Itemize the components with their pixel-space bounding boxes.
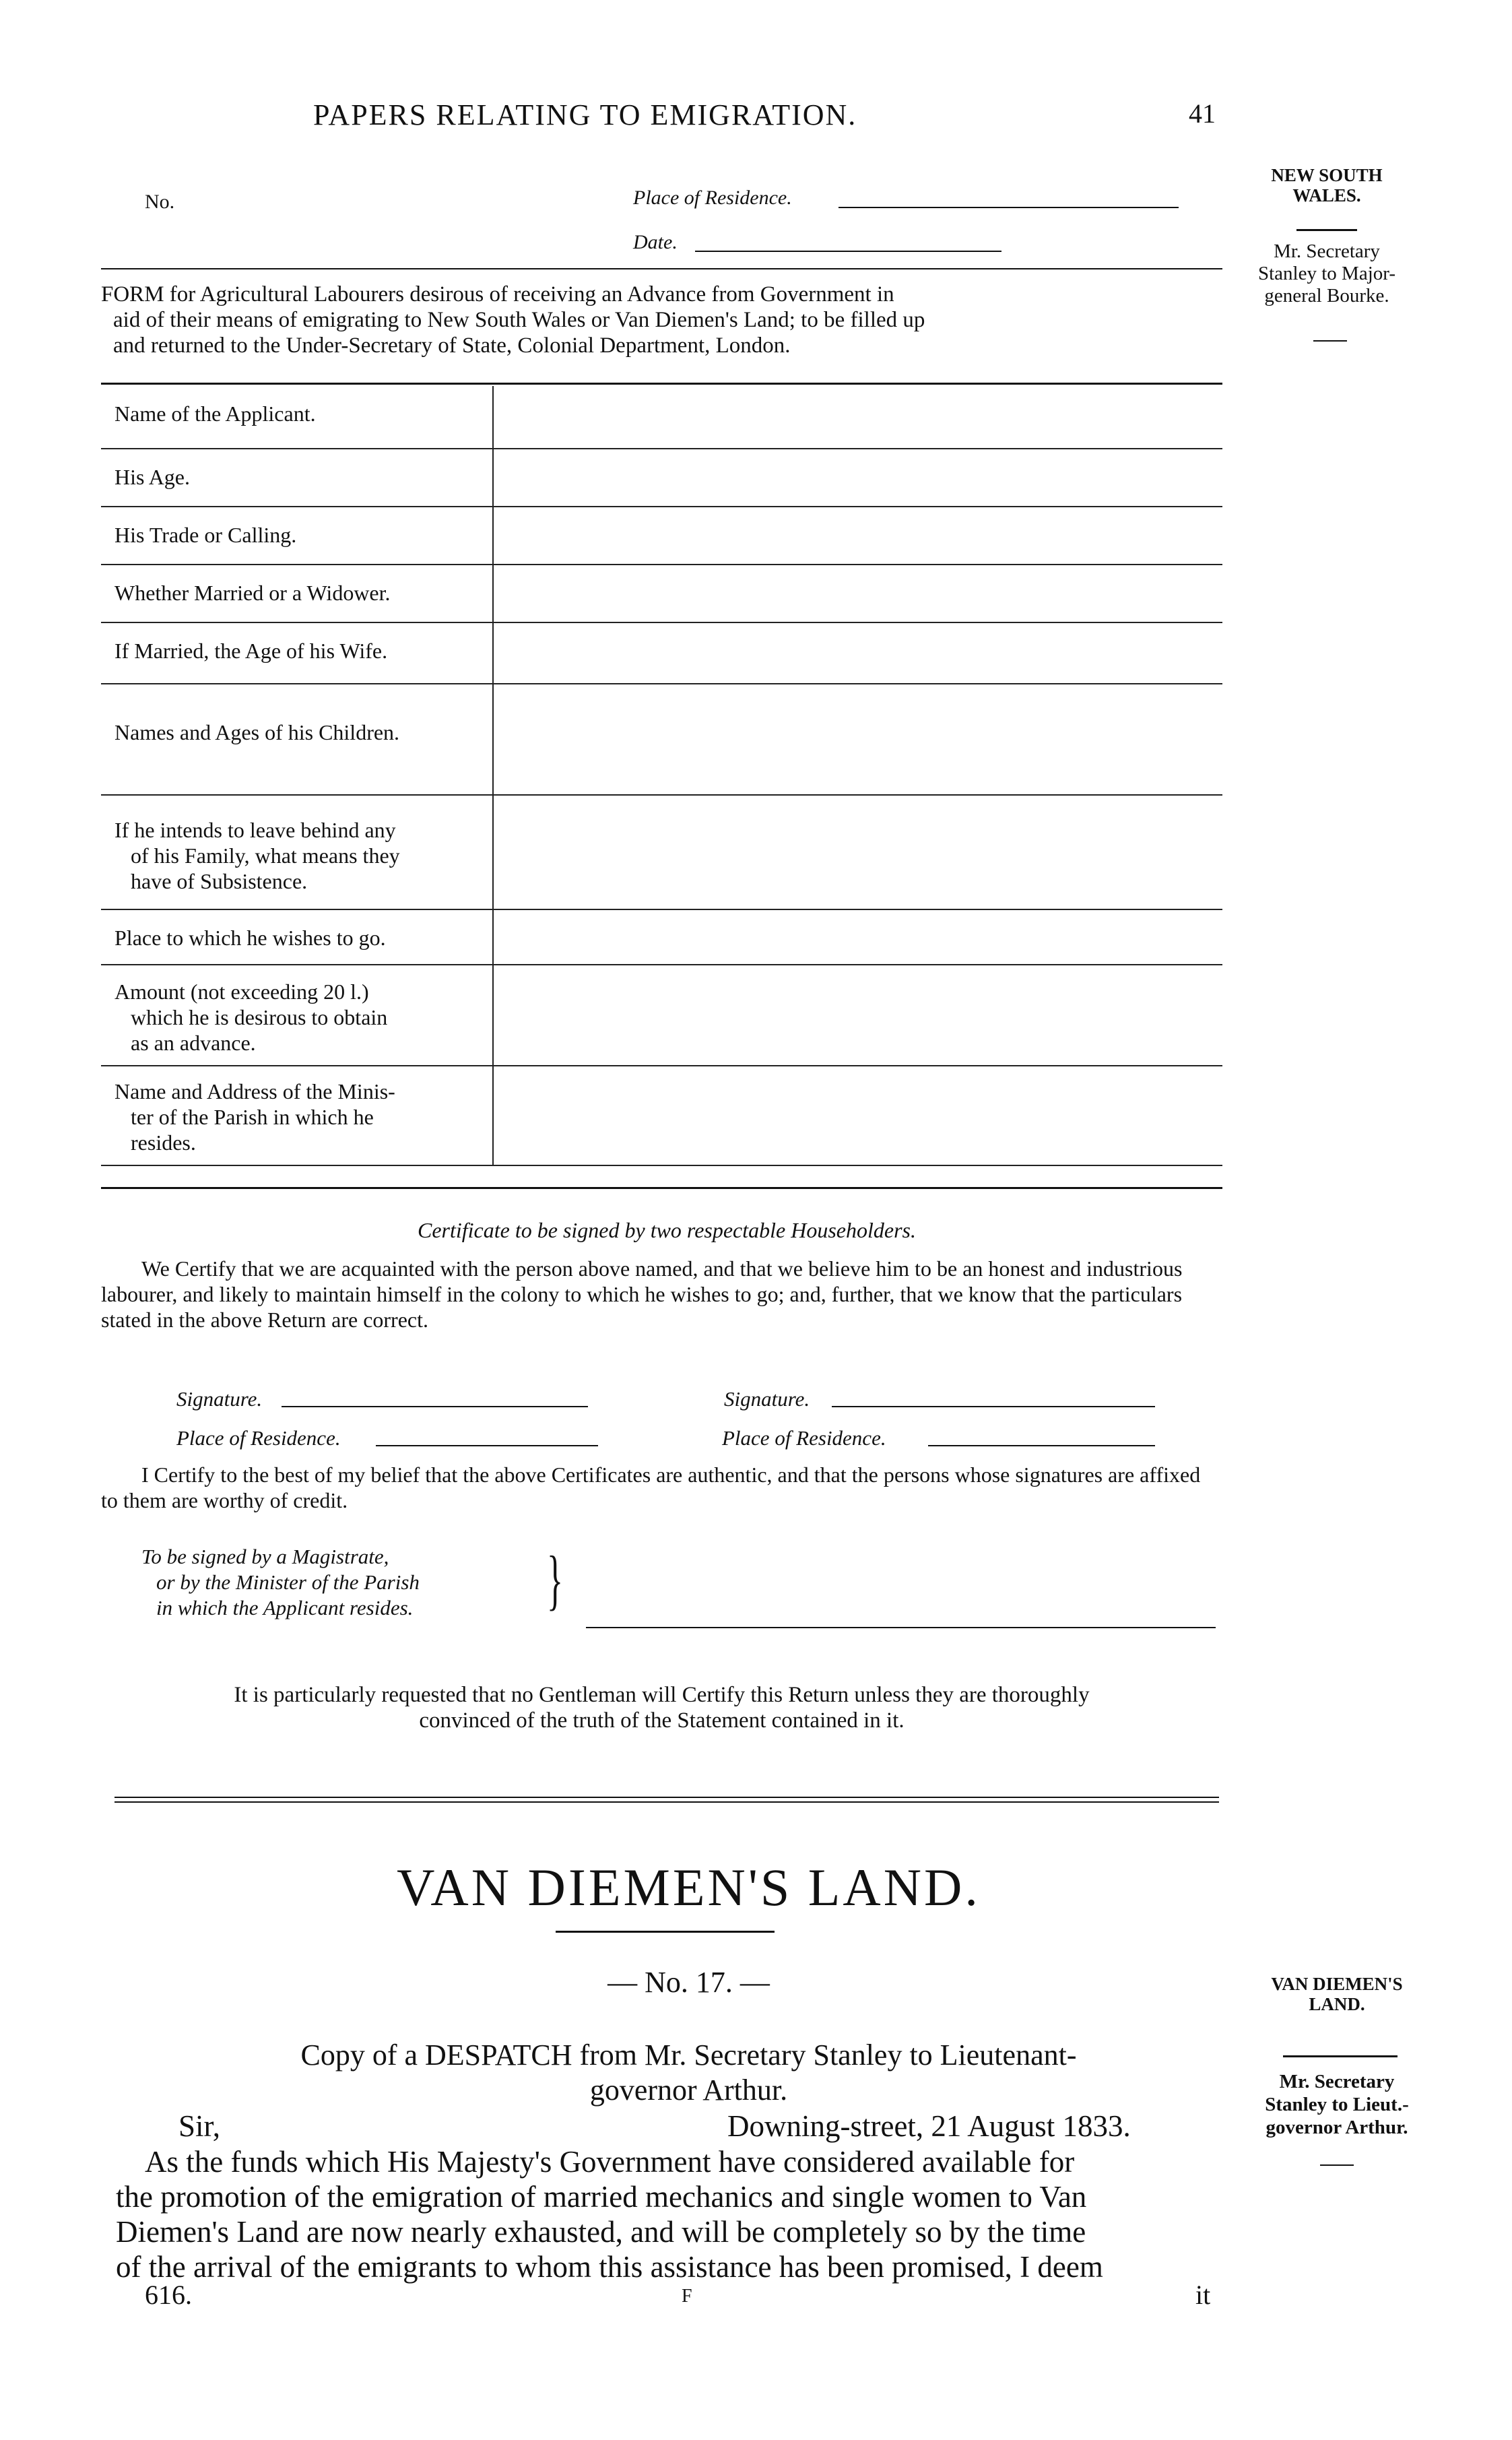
certificate-heading: Certificate to be signed by two respectable Householders. bbox=[417, 1218, 916, 1242]
margin-reference-note bbox=[1226, 240, 1428, 307]
application-form-table bbox=[101, 386, 1222, 1166]
form-field-label: Name and Address of the Minis- ter of the Parish in which he resides. bbox=[101, 1066, 493, 1165]
page-number: 41 bbox=[1189, 98, 1216, 129]
form-answer-cell[interactable] bbox=[493, 386, 1222, 449]
margin-ref-line: Stanley to Lieut.- bbox=[1265, 2094, 1409, 2115]
form-title-line: FORM for Agricultural Labourers desirous of receiving an Advance from Government in bbox=[101, 282, 894, 307]
residence-blank bbox=[839, 207, 1179, 208]
table-top-rule bbox=[101, 383, 1222, 385]
form-field-label: If he intends to leave behind any of his Family, what means they have of Subsistence. bbox=[101, 795, 493, 909]
despatch-title-line: governor Arthur. bbox=[589, 2074, 788, 2107]
signature-mark: F bbox=[682, 2286, 692, 2307]
form-title-line: and returned to the Under-Secretary of State, Colonial Department, London. bbox=[113, 333, 791, 358]
body-line: Diemen's Land are now nearly exhausted, and will be completely so by the time bbox=[116, 2215, 1086, 2249]
form-answer-cell[interactable] bbox=[493, 909, 1222, 965]
form-answer-cell[interactable] bbox=[493, 1066, 1222, 1165]
form-row bbox=[101, 909, 1222, 965]
form-title-line: aid of their means of emigrating to New South Wales or Van Diemen's Land; to be filled up bbox=[113, 308, 925, 332]
form-row bbox=[101, 684, 1222, 795]
form-row bbox=[101, 622, 1222, 684]
despatch-number: — No. 17. — bbox=[607, 1966, 770, 1999]
form-field-label: Whether Married or a Widower. bbox=[101, 565, 493, 622]
margin-region-line: LAND. bbox=[1309, 1994, 1365, 2014]
request-note-line: convinced of the truth of the Statement contained in it. bbox=[419, 1708, 905, 1733]
form-row bbox=[101, 965, 1222, 1066]
form-field-label: His Trade or Calling. bbox=[101, 507, 493, 565]
form-field-label: Name of the Applicant. bbox=[101, 386, 493, 449]
signature-label: Signature. bbox=[724, 1387, 810, 1411]
form-field-label: If Married, the Age of his Wife. bbox=[101, 622, 493, 684]
margin-region-line: VAN DIEMEN'S bbox=[1271, 1974, 1403, 1994]
margin-short-rule bbox=[1313, 340, 1347, 342]
section-rule bbox=[114, 1797, 1219, 1798]
residence-blank[interactable] bbox=[376, 1445, 598, 1446]
margin-ref-line: Stanley to Major- bbox=[1258, 263, 1395, 284]
magistrate-note bbox=[141, 1544, 420, 1621]
form-answer-cell[interactable] bbox=[493, 507, 1222, 565]
margin-divider bbox=[1296, 229, 1357, 231]
section-title: VAN DIEMEN'S LAND. bbox=[397, 1858, 981, 1917]
footer-number: 616. bbox=[145, 2280, 192, 2310]
magistrate-certificate-text: I Certify to the best of my belief that the above Certificates are authentic, and that the persons whose signatures are affixed to them are worthy of credit. bbox=[101, 1463, 1201, 1512]
form-field-label: Names and Ages of his Children. bbox=[101, 684, 493, 795]
margin-divider bbox=[1283, 2055, 1398, 2057]
form-row bbox=[101, 565, 1222, 622]
form-field-label: Place to which he wishes to go. bbox=[101, 909, 493, 965]
signature-blank[interactable] bbox=[282, 1406, 588, 1407]
residence-label: Place of Residence. bbox=[722, 1426, 886, 1450]
running-title: PAPERS RELATING TO EMIGRATION. bbox=[313, 98, 857, 131]
residence-blank[interactable] bbox=[928, 1445, 1155, 1446]
form-row bbox=[101, 386, 1222, 449]
form-title bbox=[101, 282, 1206, 358]
magistrate-signature-blank[interactable] bbox=[586, 1627, 1216, 1628]
despatch-title-line: Copy of a DESPATCH from Mr. Secretary Stanley to Lieutenant- bbox=[300, 2038, 1077, 2072]
margin-region-note bbox=[1246, 1974, 1428, 2014]
residence-label: Place of Residence. bbox=[176, 1426, 341, 1450]
section-rule bbox=[114, 1801, 1219, 1803]
form-answer-cell[interactable] bbox=[493, 795, 1222, 909]
form-row bbox=[101, 1066, 1222, 1165]
date-label: Date. bbox=[633, 231, 678, 253]
magistrate-note-line: or by the Minister of the Parish bbox=[156, 1570, 420, 1594]
margin-ref-line: Mr. Secretary bbox=[1274, 240, 1380, 262]
form-row bbox=[101, 795, 1222, 909]
margin-region-note bbox=[1246, 165, 1408, 205]
margin-reference-note bbox=[1239, 2070, 1435, 2139]
table-bottom-rule bbox=[101, 1187, 1222, 1189]
form-row bbox=[101, 449, 1222, 507]
brace-symbol: } bbox=[547, 1542, 563, 1617]
form-row bbox=[101, 507, 1222, 565]
request-note-line: It is particularly requested that no Gentleman will Certify this Return unless they are thoroughly bbox=[234, 1683, 1090, 1707]
residence-label: Place of Residence. bbox=[633, 187, 792, 209]
form-number-label: No. bbox=[145, 191, 175, 213]
salutation: Sir, bbox=[178, 2109, 220, 2143]
margin-region-line: WALES. bbox=[1292, 185, 1361, 205]
address-date: Downing-street, 21 August 1833. bbox=[727, 2109, 1131, 2143]
margin-ref-line: general Bourke. bbox=[1264, 285, 1389, 307]
catchword: it bbox=[1195, 2280, 1211, 2310]
margin-short-rule bbox=[1320, 2164, 1354, 2166]
magistrate-note-line: To be signed by a Magistrate, bbox=[141, 1545, 389, 1568]
form-answer-cell[interactable] bbox=[493, 965, 1222, 1066]
form-answer-cell[interactable] bbox=[493, 622, 1222, 684]
certificate-text: We Certify that we are acquainted with the person above named, and that we believe him to be an honest and industrious labourer, and likely to maintain himself in the colony to which he wishes to go; and, further, that we know that the particulars stated in the above Return are correct. bbox=[101, 1256, 1183, 1332]
despatch-title bbox=[135, 2038, 1243, 2108]
signature-blank[interactable] bbox=[832, 1406, 1155, 1407]
margin-region-line: NEW SOUTH bbox=[1271, 165, 1383, 185]
form-answer-cell[interactable] bbox=[493, 449, 1222, 507]
form-field-label: His Age. bbox=[101, 449, 493, 507]
form-field-label: Amount (not exceeding 20 l.) which he is desirous to obtain as an advance. bbox=[101, 965, 493, 1066]
request-note bbox=[101, 1682, 1222, 1733]
signature-label: Signature. bbox=[176, 1387, 263, 1411]
header-rule bbox=[101, 268, 1222, 269]
body-line: As the funds which His Majesty's Government have considered available for bbox=[145, 2145, 1075, 2179]
body-line: of the arrival of the emigrants to whom this assistance has been promised, I deem bbox=[116, 2250, 1103, 2284]
margin-ref-line: governor Arthur. bbox=[1266, 2117, 1408, 2138]
body-line: the promotion of the emigration of married mechanics and single women to Van bbox=[116, 2180, 1087, 2214]
date-blank bbox=[695, 251, 1001, 252]
form-answer-cell[interactable] bbox=[493, 684, 1222, 795]
form-answer-cell[interactable] bbox=[493, 565, 1222, 622]
title-underline bbox=[556, 1931, 775, 1933]
magistrate-note-line: in which the Applicant resides. bbox=[156, 1596, 414, 1619]
margin-ref-line: Mr. Secretary bbox=[1279, 2071, 1395, 2092]
